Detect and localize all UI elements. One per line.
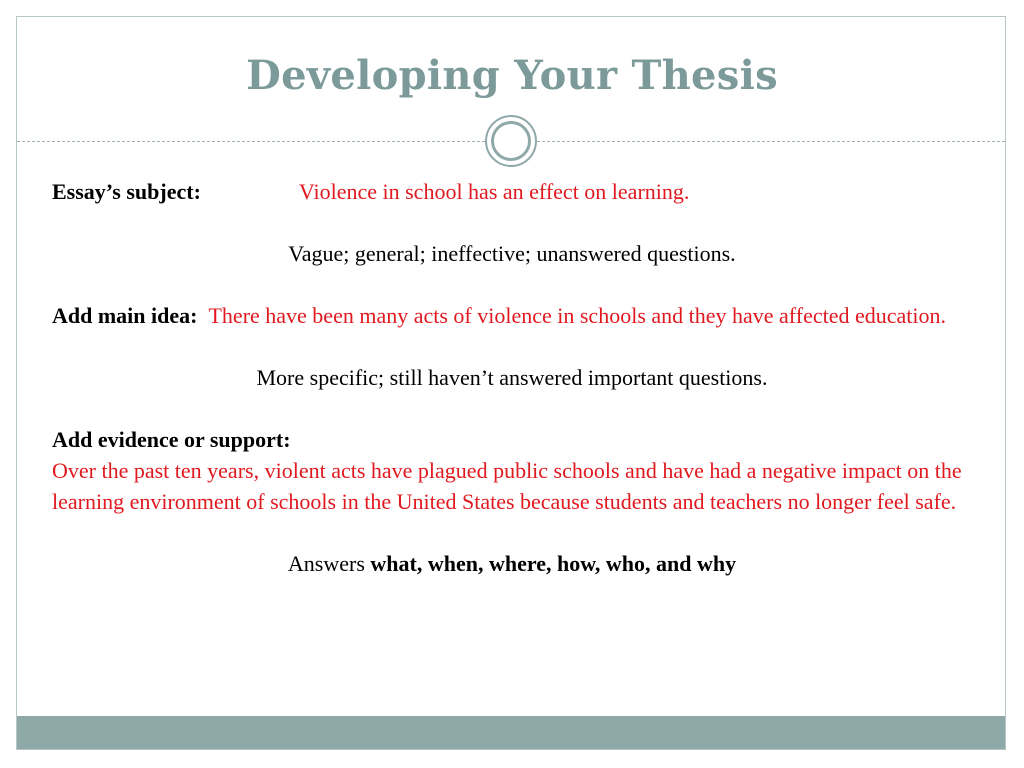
main-idea-paragraph — [52, 300, 972, 331]
subject-line — [52, 176, 972, 207]
divider-circle-inner — [491, 121, 531, 161]
main-idea-value: There have been many acts of violence in schools and they have affected education. — [208, 303, 946, 328]
divider-circle-ornament — [485, 115, 537, 167]
footer-bar — [17, 716, 1005, 749]
answers-line — [52, 548, 972, 579]
answers-prefix: Answers — [287, 551, 365, 576]
main-idea-label: Add main idea: — [52, 303, 198, 328]
answers-bold: what, when, where, how, who, and why — [370, 551, 737, 576]
evidence-label: Add evidence or support: — [52, 427, 291, 452]
subject-value: Violence in school has an effect on learning. — [298, 179, 690, 204]
slide-title: Developing Your Thesis — [246, 52, 778, 99]
subject-label: Essay’s subject: — [52, 179, 201, 204]
evidence-value: Over the past ten years, violent acts have plagued public schools and have had a negative impact on the learning environment of schools in the United States because students and teachers no longer feel safe. — [52, 458, 962, 514]
comment-vague: Vague; general; ineffective; unanswered questions. — [288, 241, 736, 266]
slide-body — [52, 176, 972, 579]
comment-specific: More specific; still haven’t answered important questions. — [256, 365, 768, 390]
